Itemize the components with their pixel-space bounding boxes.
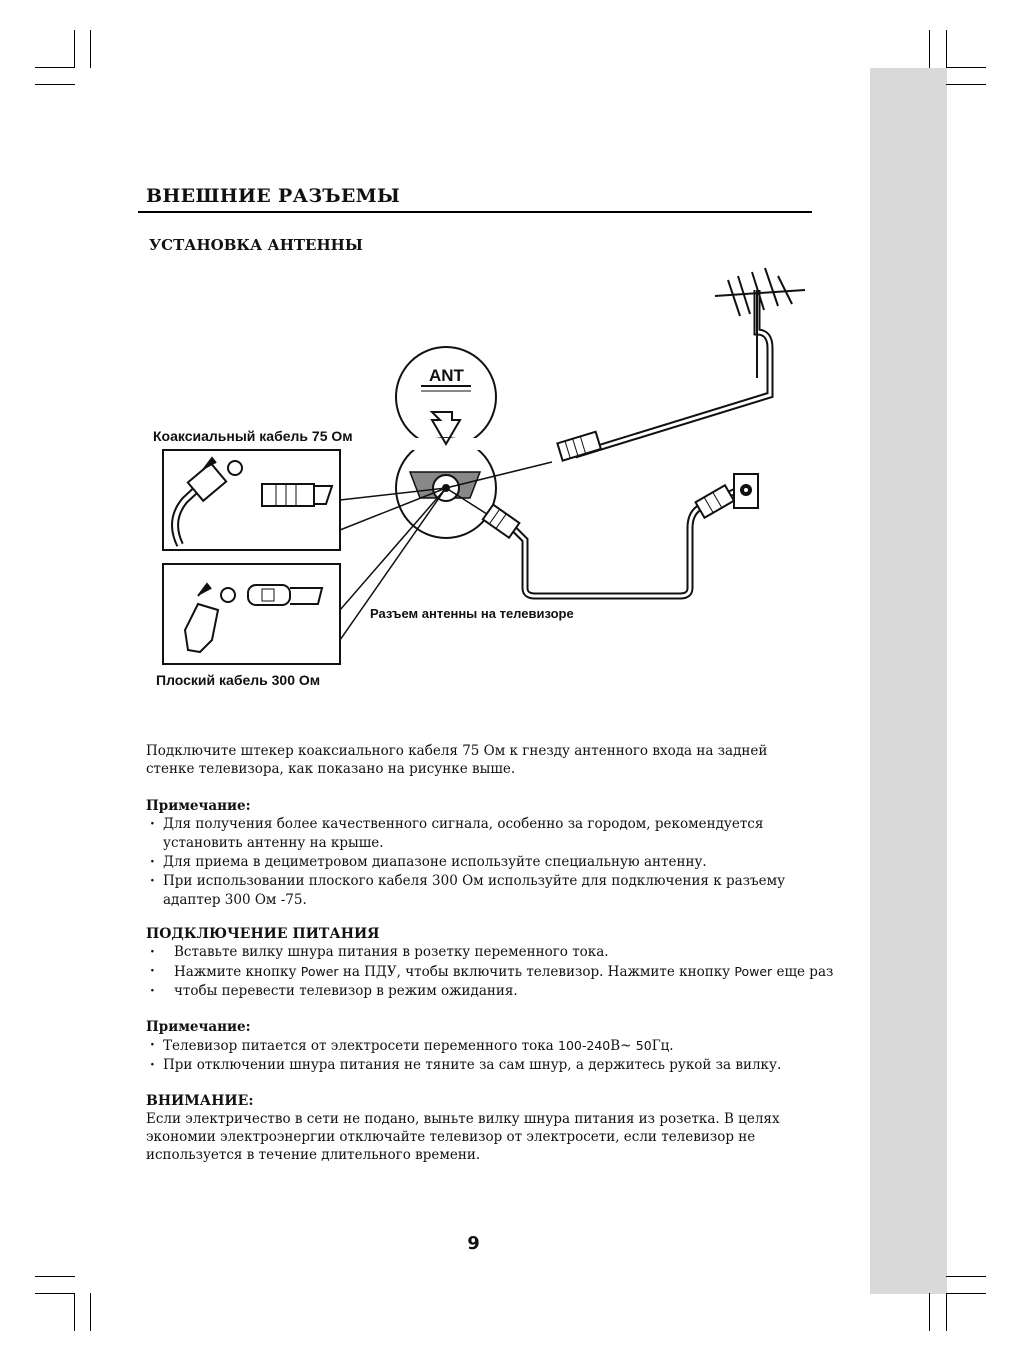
power-block xyxy=(146,925,834,1001)
page-title: ВНЕШНИЕ РАЗЪЕМЫ xyxy=(146,185,401,207)
warning-block xyxy=(146,1092,810,1164)
antenna-intro: Подключите штекер коаксиального кабеля 75 Ом к гнезду антенного входа на задней стенке телевизора, как показано на рисунке выше. xyxy=(146,743,768,777)
wall-socket-icon xyxy=(734,474,758,508)
antenna-note-block xyxy=(146,797,810,910)
socket-label: Разъем антенны на телевизоре xyxy=(370,606,574,621)
antenna-heading: УСТАНОВКА АНТЕННЫ xyxy=(149,236,363,254)
power-note-1: · Телевизор питается от электросети переменного тока 100-240В~ 50Гц. xyxy=(146,1036,810,1056)
power-note-heading: Примечание: xyxy=(146,1019,251,1035)
flat-plug-icon xyxy=(185,584,322,652)
coax-plug-icon xyxy=(175,458,332,545)
warning-text: Если электричество в сети не подано, выньте вилку шнура питания из розетка. В целях экономии электроэнергии отключайте телевизор от электросети, если телевизор не используется в течение длительного времени. xyxy=(146,1111,780,1163)
flat-cable-label: Плоский кабель 300 Ом xyxy=(156,672,321,688)
coax-plug-right xyxy=(557,432,601,461)
power-note-2: · При отключении шнура питания не тяните за сам шнур, а держитесь рукой за вилку. xyxy=(146,1056,810,1075)
warning-heading: ВНИМАНИЕ: xyxy=(146,1093,254,1109)
ant-label-circle xyxy=(396,347,496,447)
power-step-3: · чтобы перевести телевизор в режим ожидания. xyxy=(146,982,810,1001)
power-step-2: · Нажмите кнопку Power на ПДУ, чтобы включить телевизор. Нажмите кнопку Power еще раз xyxy=(146,962,810,982)
page-number: 9 xyxy=(467,1233,480,1254)
wall-plug xyxy=(696,485,734,518)
antenna-note-2: · Для приема в дециметровом диапазоне используйте специальную антенну. xyxy=(146,853,810,872)
power-note-block xyxy=(146,1018,810,1075)
antenna-note-heading: Примечание: xyxy=(146,798,251,814)
coax-cable xyxy=(575,290,770,455)
power-step-1: · Вставьте вилку шнура питания в розетку переменного тока. xyxy=(146,943,810,962)
ant-label: ANT xyxy=(429,366,464,385)
coax-cable-label: Коаксиальный кабель 75 Ом xyxy=(153,428,353,444)
antenna-intro-block xyxy=(146,742,810,778)
antenna-note-1: · Для получения более качественного сигнала, особенно за городом, рекомендуется установить антенну на крыше. xyxy=(146,815,810,853)
power-heading: ПОДКЛЮЧЕНИЕ ПИТАНИЯ xyxy=(146,926,380,942)
antenna-note-3: · При использовании плоского кабеля 300 Ом используйте для подключения к разъему адаптер 300 Ом -75. xyxy=(146,872,810,910)
